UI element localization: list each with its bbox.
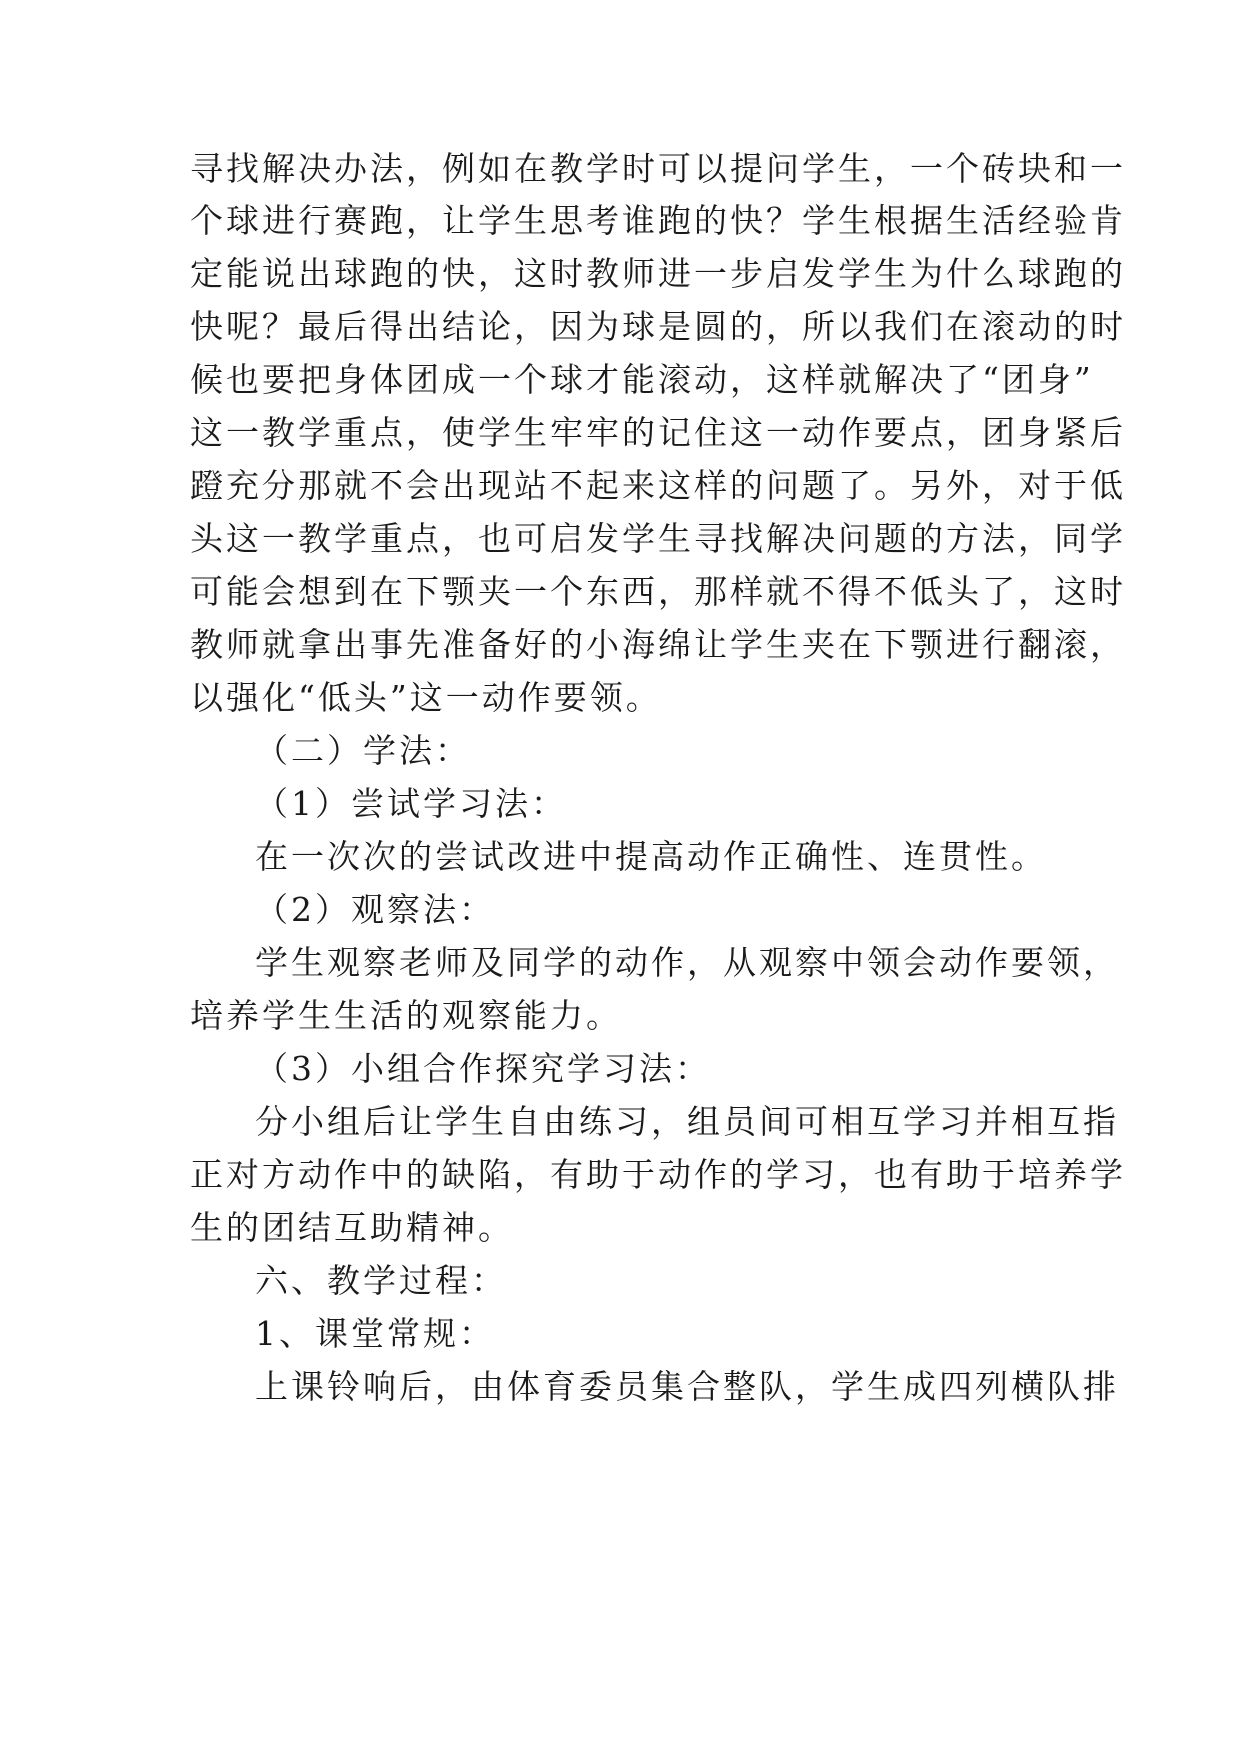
body-line: 候也要把身体团成一个球才能滚动，这样就解决了“团身” [190, 360, 1094, 399]
body-line: 快呢？最后得出结论，因为球是圆的，所以我们在滚动的时 [190, 307, 1126, 346]
section-heading: （二）学法： [255, 731, 471, 770]
body-line: 蹬充分那就不会出现站不起来这样的问题了。另外，对于低 [190, 466, 1126, 505]
body-line: 在一次次的尝试改进中提高动作正确性、连贯性。 [255, 837, 1047, 876]
body-line: 个球进行赛跑，让学生思考谁跑的快？学生根据生活经验肯 [190, 201, 1126, 240]
body-line: 正对方动作中的缺陷，有助于动作的学习，也有助于培养学 [190, 1155, 1126, 1194]
body-line: 以强化“低头”这一动作要领。 [190, 678, 662, 717]
subsection-heading: （1）尝试学习法： [255, 784, 567, 823]
body-line: 寻找解决办法，例如在教学时可以提问学生，一个砖块和一 [190, 149, 1126, 188]
body-line: 上课铃响后，由体育委员集合整队，学生成四列横队排 [255, 1367, 1119, 1406]
body-line: 教师就拿出事先准备好的小海绵让学生夹在下颚进行翻滚， [190, 625, 1126, 664]
body-line: 定能说出球跑的快，这时教师进一步启发学生为什么球跑的 [190, 254, 1126, 293]
subsection-heading: （2）观察法： [255, 890, 495, 929]
body-line: 生的团结互助精神。 [190, 1208, 514, 1247]
body-line: 学生观察老师及同学的动作，从观察中领会动作要领， [255, 943, 1119, 982]
subsection-heading: 1、课堂常规： [255, 1314, 495, 1353]
body-line: 可能会想到在下颚夹一个东西，那样就不得不低头了，这时 [190, 572, 1126, 611]
body-line: 分小组后让学生自由练习，组员间可相互学习并相互指 [255, 1102, 1119, 1141]
section-heading: 六、教学过程： [255, 1261, 507, 1300]
body-line: 这一教学重点，使学生牢牢的记住这一动作要点，团身紧后 [190, 413, 1126, 452]
body-line: 培养学生生活的观察能力。 [190, 996, 622, 1035]
subsection-heading: （3）小组合作探究学习法： [255, 1049, 711, 1088]
body-line: 头这一教学重点，也可启发学生寻找解决问题的方法，同学 [190, 519, 1126, 558]
